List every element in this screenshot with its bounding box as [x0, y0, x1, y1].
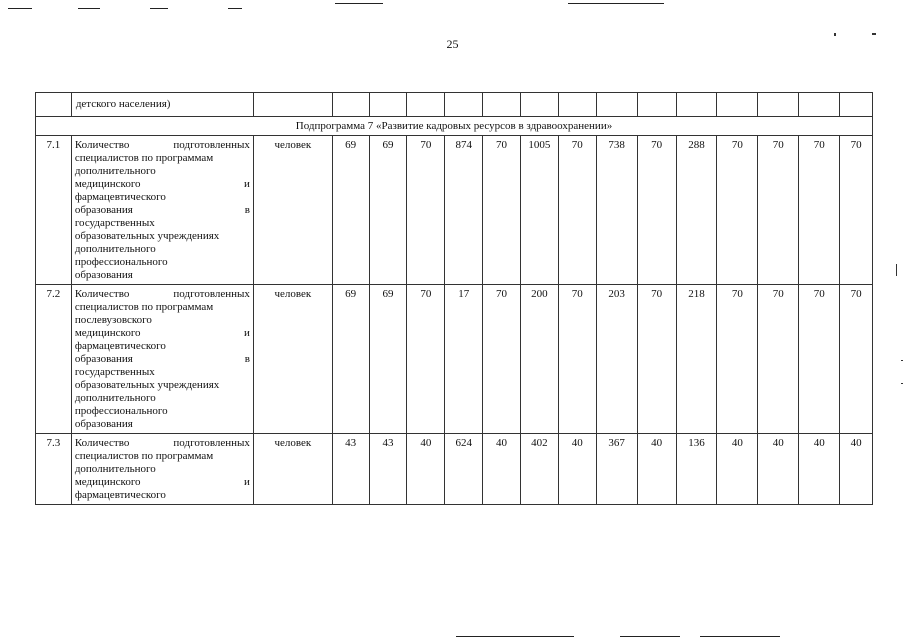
scan-edge-line: [620, 636, 680, 637]
scan-speck: [872, 33, 876, 35]
value-cell: 200: [520, 285, 558, 434]
value-cell: 70: [483, 285, 521, 434]
value-cell: [558, 93, 596, 117]
value-cell: 70: [840, 285, 873, 434]
label-word: подготовленных: [173, 288, 250, 300]
value-cell: 874: [445, 136, 483, 285]
value-cell: 43: [369, 434, 407, 505]
value-cell: 402: [520, 434, 558, 505]
label-word: специалистов по программам: [74, 152, 214, 164]
value-cell: 70: [558, 136, 596, 285]
scan-edge-line: [568, 3, 664, 4]
indicator-label: [71, 434, 253, 505]
value-cell: [445, 93, 483, 117]
scan-speck: [834, 33, 836, 36]
row-index: 7.1: [36, 136, 72, 285]
page-number: 25: [446, 37, 459, 51]
value-cell: [407, 93, 445, 117]
value-cell: 70: [407, 285, 445, 434]
label-word: специалистов по программам: [74, 450, 214, 462]
table-row: [36, 434, 873, 505]
label-word: государственных: [74, 217, 155, 229]
label-line: [75, 327, 250, 340]
value-cell: 40: [637, 434, 676, 505]
label-word: специалистов по программам: [74, 301, 214, 313]
value-cell: 70: [637, 136, 676, 285]
label-word: медицинского: [74, 178, 141, 190]
value-cell: 136: [676, 434, 717, 505]
label-line: [75, 217, 250, 230]
label-line: [75, 230, 250, 243]
label-word: профессионального: [74, 256, 168, 268]
value-cell: 40: [758, 434, 799, 505]
scan-speck: [896, 264, 897, 276]
unit-cell: человек: [253, 434, 332, 505]
label-word: образования: [74, 269, 133, 281]
scan-edge-line: [700, 636, 780, 637]
value-cell: 70: [407, 136, 445, 285]
value-cell: [717, 93, 758, 117]
indicator-label: [71, 285, 253, 434]
value-cell: [799, 93, 840, 117]
value-cell: [840, 93, 873, 117]
value-cell: 40: [483, 434, 521, 505]
label-word: дополнительного: [74, 463, 156, 475]
value-cell: 70: [840, 136, 873, 285]
label-line: [75, 392, 250, 405]
value-cell: 40: [717, 434, 758, 505]
table-row: [36, 93, 873, 117]
value-cell: [637, 93, 676, 117]
label-line: [75, 139, 250, 152]
value-cell: 70: [758, 285, 799, 434]
unit-cell: человек: [253, 285, 332, 434]
row-index: 7.2: [36, 285, 72, 434]
value-cell: 203: [596, 285, 637, 434]
value-cell: 1005: [520, 136, 558, 285]
scan-speck: [901, 360, 903, 361]
value-cell: 70: [799, 285, 840, 434]
scan-edge-line: [8, 8, 32, 9]
value-cell: 40: [799, 434, 840, 505]
label-word: медицинского: [74, 327, 141, 339]
value-cell: 70: [758, 136, 799, 285]
label-line: [75, 450, 250, 463]
value-cell: 69: [332, 285, 369, 434]
label-word: послевузовского: [74, 314, 152, 326]
value-cell: 40: [407, 434, 445, 505]
label-word: Количество: [74, 139, 130, 151]
label-line: [75, 405, 250, 418]
label-word: дополнительного: [74, 165, 156, 177]
label-word: образования: [74, 204, 133, 216]
value-cell: 367: [596, 434, 637, 505]
section-row: [36, 117, 873, 136]
value-cell: 738: [596, 136, 637, 285]
indicator-label: [71, 136, 253, 285]
label-word: фармацевтического: [74, 489, 166, 501]
label-line: [75, 476, 250, 489]
scan-edge-line: [228, 8, 242, 9]
value-cell: [483, 93, 521, 117]
label-word: подготовленных: [173, 437, 250, 449]
label-line: [75, 243, 250, 256]
indicators-table: [35, 92, 873, 505]
label-line: [75, 288, 250, 301]
value-cell: [758, 93, 799, 117]
unit-cell: [253, 93, 332, 117]
value-cell: 218: [676, 285, 717, 434]
label-line: [75, 165, 250, 178]
label-word: подготовленных: [173, 139, 250, 151]
scan-edge-line: [335, 3, 383, 4]
value-cell: 70: [637, 285, 676, 434]
value-cell: [520, 93, 558, 117]
value-cell: 69: [369, 136, 407, 285]
table-row: [36, 285, 873, 434]
value-cell: 70: [717, 136, 758, 285]
label-word: дополнительного: [74, 243, 156, 255]
value-cell: [369, 93, 407, 117]
scan-edge-line: [78, 8, 100, 9]
scan-edge-line: [150, 8, 168, 9]
table-row: [36, 136, 873, 285]
label-word: образования: [74, 353, 133, 365]
label-word: Количество: [74, 288, 130, 300]
label-word: образовательных учреждениях: [74, 230, 220, 242]
value-cell: 17: [445, 285, 483, 434]
label-word: Количество: [74, 437, 130, 449]
value-cell: [676, 93, 717, 117]
value-cell: [596, 93, 637, 117]
label-word: профессионального: [74, 405, 168, 417]
label-word: фармацевтического: [74, 191, 166, 203]
label-word: фармацевтического: [74, 340, 166, 352]
label-line: [75, 366, 250, 379]
label-line: [75, 353, 250, 366]
label-line: [75, 437, 250, 450]
label-word: медицинского: [74, 476, 141, 488]
label-line: [75, 418, 250, 431]
label-line: [75, 379, 250, 392]
value-cell: 70: [483, 136, 521, 285]
label-line: [75, 340, 250, 353]
label-line: [75, 463, 250, 476]
scan-edge-line: [456, 636, 574, 637]
label-line: [75, 178, 250, 191]
label-line: [75, 314, 250, 327]
label-word: и: [244, 476, 250, 488]
label-word: дополнительного: [74, 392, 156, 404]
label-line: [75, 191, 250, 204]
label-word: в: [244, 204, 250, 216]
label-line: [75, 301, 250, 314]
value-cell: 624: [445, 434, 483, 505]
label-word: и: [244, 178, 250, 190]
indicator-label: детского населения): [71, 93, 253, 117]
scan-speck: [901, 383, 903, 384]
value-cell: [332, 93, 369, 117]
value-cell: 69: [369, 285, 407, 434]
section-title: Подпрограмма 7 «Развитие кадровых ресурсов в здравоохранении»: [36, 117, 873, 136]
value-cell: 43: [332, 434, 369, 505]
value-cell: 70: [717, 285, 758, 434]
label-word: образовательных учреждениях: [74, 379, 220, 391]
value-cell: 70: [799, 136, 840, 285]
value-cell: 288: [676, 136, 717, 285]
value-cell: 40: [558, 434, 596, 505]
row-index: 7.3: [36, 434, 72, 505]
unit-cell: человек: [253, 136, 332, 285]
label-line: [75, 152, 250, 165]
value-cell: 69: [332, 136, 369, 285]
label-line: [75, 256, 250, 269]
value-cell: 70: [558, 285, 596, 434]
value-cell: 40: [840, 434, 873, 505]
label-line: [75, 489, 250, 502]
label-line: [75, 269, 250, 282]
index-cell: [36, 93, 72, 117]
label-word: образования: [74, 418, 133, 430]
label-word: в: [244, 353, 250, 365]
label-line: [75, 204, 250, 217]
label-word: и: [244, 327, 250, 339]
label-word: государственных: [74, 366, 155, 378]
